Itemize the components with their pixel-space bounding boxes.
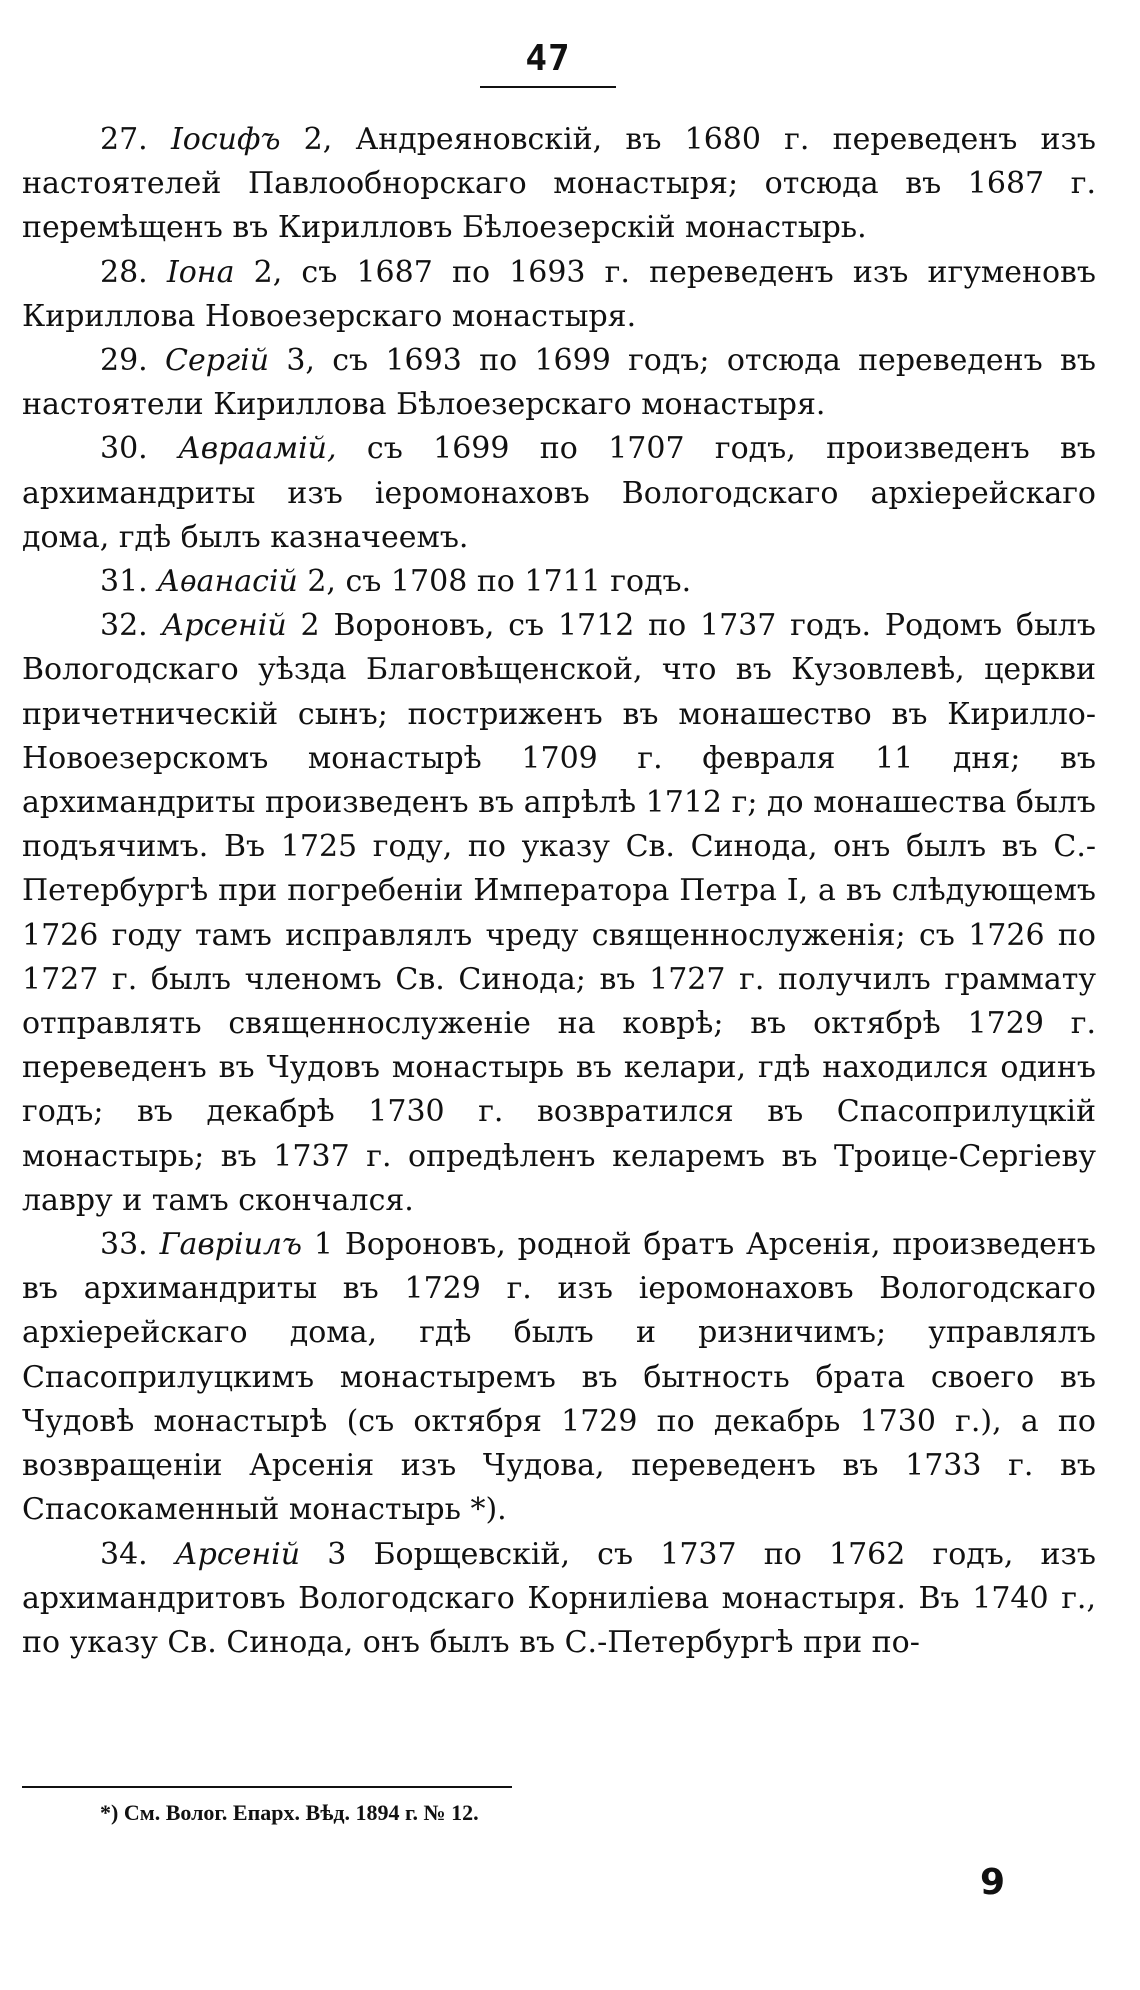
entry-text: 1 Вороновъ, родной братъ Арсенія, произведенъ въ архимандриты въ 1729 г. изъ іеромонаховъ Вологодскаго архіерейскаго дома, гдѣ былъ и ризничимъ; управлялъ Спасоприлуцкимъ монастыремъ въ бытность брата своего въ Чудовѣ монастырѣ (съ октября 1729 по декабрь 1730 г.), а по возвращеніи Арсенія изъ Чудова, переведенъ въ 1733 г. въ Спасокаменный монастырь *). [22, 1227, 1096, 1528]
entry-number: 27. [100, 122, 148, 157]
entry-33 [22, 1223, 1096, 1532]
entry-number: 28. [100, 254, 148, 290]
entry-29 [22, 339, 1096, 427]
entry-text: съ 1699 по 1707 годъ, произведенъ въ архимандриты изъ іеромонаховъ Вологодскаго архіерейскаго дома, гдѣ былъ казначеемъ. [22, 431, 1096, 555]
body-text [22, 118, 1096, 1665]
entry-text: 2 Вороновъ, съ 1712 по 1737 годъ. Родомъ былъ Вологодскаго уѣзда Благовѣщенской, что въ Кузовлевѣ, церкви причетническій сынъ; постриженъ въ монашество въ Кирилло-Новоезерскомъ монастырѣ 1709 г. февраля 11 дня; въ архимандриты произведенъ въ апрѣлѣ 1712 г; до монашества былъ подъячимъ. Въ 1725 году, по указу Св. Синода, онъ былъ въ С.-Петербургѣ при погребеніи Императора Петра I, а въ слѣдующемъ 1726 году тамъ исправлялъ чреду священнослуженія; съ 1726 по 1727 г. былъ членомъ Св. Синода; въ 1727 г. получилъ граммату отправлять священнослуженіе на коврѣ; въ октябрѣ 1729 г. переведенъ въ Чудовъ монастырь въ келари, гдѣ находился одинъ годъ; въ декабрѣ 1730 г. возвратился въ Спасоприлуцкій монастырь; въ 1737 г. опредѣленъ келаремъ въ Троице-Сергіеву лавру и тамъ скончался. [22, 608, 1097, 1218]
entry-30 [22, 427, 1096, 560]
entry-text: 3 Борщевскій, съ 1737 по 1762 годъ, изъ архимандритовъ Вологодскаго Корниліева монастыря. Въ 1740 г., по указу Св. Синода, онъ былъ въ С.-Петербургѣ при по- [22, 1536, 1096, 1660]
entry-text: 3, съ 1693 по 1699 годъ; отсюда переведенъ въ настоятели Кириллова Бѣлоезерскаго монастыря. [22, 343, 1096, 423]
entry-31 [22, 560, 1096, 604]
entry-number: 33. [100, 1227, 148, 1263]
entry-name: Авраамій, [178, 431, 337, 467]
footnote: *) См. Волог. Епарх. Вѣд. 1894 г. № 12. [100, 1800, 479, 1825]
page-number: 47 [525, 38, 571, 79]
entry-34 [22, 1533, 1096, 1666]
entry-text: 2, съ 1708 по 1711 годъ. [297, 564, 692, 600]
entry-number: 32. [100, 608, 148, 644]
entry-27 [22, 118, 1096, 251]
entry-number: 34. [100, 1536, 148, 1572]
header-rule [480, 86, 616, 88]
entry-name: Арсеній [174, 1536, 301, 1572]
entry-name: Сергій [165, 343, 270, 379]
entry-number: 29. [100, 343, 148, 379]
entry-name: Аѳанасій [157, 564, 298, 600]
entry-32 [22, 604, 1096, 1223]
entry-name: Іосифъ [170, 122, 281, 157]
signature-mark: 9 [980, 1862, 1006, 1903]
entry-number: 30. [100, 431, 148, 467]
entry-28 [22, 251, 1096, 339]
entry-text: 2, съ 1687 по 1693 г. переведенъ изъ игуменовъ Кириллова Новоезерскаго монастыря. [22, 254, 1096, 334]
entry-name: Арсеній [161, 608, 287, 644]
entry-name: Гавріилъ [159, 1227, 303, 1263]
entry-number: 31. [100, 564, 148, 600]
footnote-rule [22, 1786, 512, 1788]
entry-text: 2, Андреяновскій, въ 1680 г. переведенъ изъ настоятелей Павлообнорскаго монастыря; отсюда въ 1687 г. перемѣщенъ въ Кирилловъ Бѣлоезерскій монастырь. [22, 122, 1096, 246]
entry-name: Іона [166, 254, 235, 290]
